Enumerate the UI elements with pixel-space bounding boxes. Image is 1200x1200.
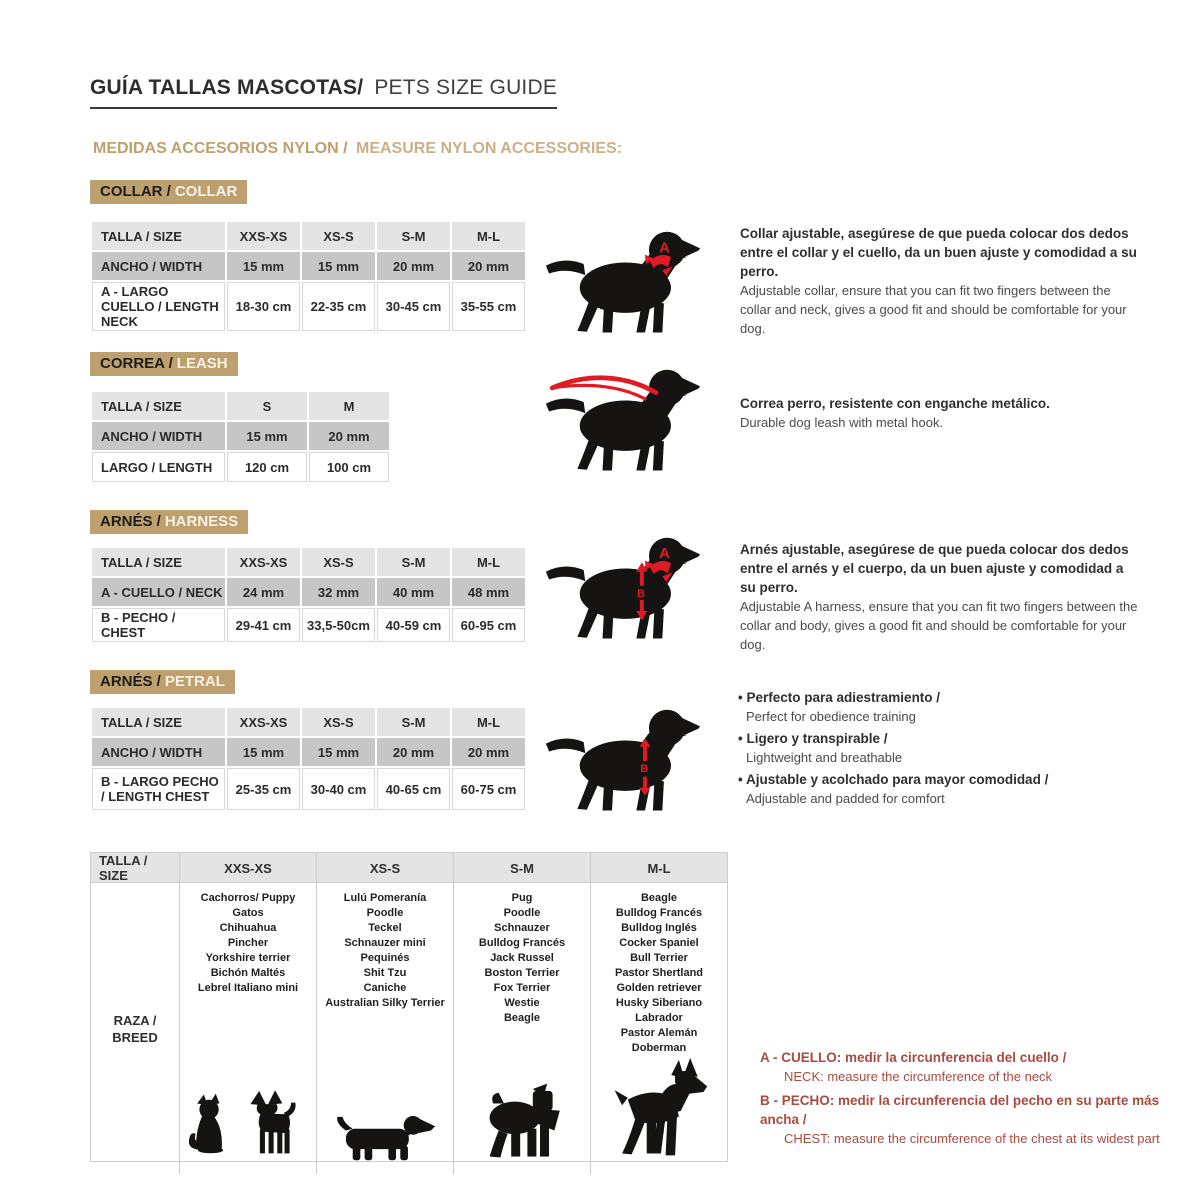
measure-letter-b: B [637,587,646,600]
breed-item: Lulú Pomeranía [343,892,427,904]
table-cell: 32 mm [302,578,375,606]
doberman-silhouette-icon [607,1056,711,1164]
schnauzer-silhouette-icon [477,1078,567,1164]
breed-item: Cachorros/ Puppy [200,892,296,904]
feature-en: Adjustable and padded for comfort [746,791,945,806]
table-cell: 24 mm [227,578,300,606]
breed-item: Bulldog Francés [615,907,703,919]
heading-en: PETRAL [164,673,225,690]
heading-es: CORREA / [100,355,173,372]
leash-size-table [90,390,391,484]
table-cell: S-M [377,222,450,250]
table-cell: TALLA / SIZE [92,222,225,250]
page-title [90,76,557,109]
breed-item: Bichón Maltés [210,967,286,979]
table-cell: XXS-XS [179,853,316,883]
table-cell: 30-40 cm [302,768,375,810]
description-es: Arnés ajustable, asegúrese de que pueda colocar dos dedos entre el arnés y el cuerpo, da un buen ajuste y comodidad a su perro. [740,542,1129,595]
breed-item: Labrador [635,1012,683,1024]
harness-description [740,540,1138,654]
measure-letter-b: B [640,762,649,775]
petral-feature-list [738,688,1148,811]
table-row [92,548,525,576]
description-es: Collar ajustable, asegúrese de que pueda colocar dos dedos entre el collar y el cuello, da un buen ajuste y comodidad a su perro. [740,226,1137,279]
description-es: Correa perro, resistente con enganche metálico. [740,396,1050,411]
table-cell: 15 mm [302,252,375,280]
breed-item: Gatos [232,907,264,919]
breed-size-table [90,852,728,1162]
heading-en: COLLAR [174,183,238,200]
description-en: Adjustable A harness, ensure that you can fit two fingers between the collar and body, gives a good fit and should be comfortable for your dog. [740,599,1138,652]
table-row [92,608,525,642]
dog-chest-measure-icon [533,698,713,816]
feature-es: • Ligero y transpirable / [738,731,888,746]
table-cell: 20 mm [377,252,450,280]
leash-description [740,394,1138,432]
table-cell: M-L [590,853,727,883]
table-cell: S [227,392,307,420]
table-cell: B - LARGO PECHO / LENGTH CHEST [92,768,225,810]
table-cell: M-L [452,708,525,736]
table-cell: XXS-XS [227,708,300,736]
table-cell: 29-41 cm [227,608,300,642]
table-cell: 20 mm [377,738,450,766]
table-cell: M-L [452,548,525,576]
breed-item: Doberman [631,1042,687,1054]
heading-es: ARNÉS / [100,513,161,530]
breed-item: Pug [511,892,533,904]
table-row [92,282,525,331]
harness-size-table [90,546,527,644]
breed-item: Caniche [363,982,407,994]
breed-item: Poodle [366,907,404,919]
heading-en: HARNESS [164,513,239,530]
dog-harness-measure-icon [533,526,713,644]
breed-item: Pincher [227,937,269,949]
table-cell: M [309,392,389,420]
table-row [92,768,525,810]
table-cell: 60-75 cm [452,768,525,810]
table-cell: 60-95 cm [452,608,525,642]
section-heading-leash [90,352,238,376]
feature-es: • Perfecto para adiestramiento / [738,690,940,705]
feature-en: Perfect for obedience training [746,709,916,724]
table-cell: 35-55 cm [452,282,525,331]
chihuahua-silhouette-icon [249,1084,307,1164]
table-cell: A - LARGO CUELLO / LENGTH NECK [92,282,225,331]
table-cell: M-L [452,222,525,250]
description-en: Adjustable collar, ensure that you can fit two fingers between the collar and neck, gives a good fit and should be comfortable for your dog. [740,283,1127,336]
subtitle-en: MEASURE NYLON ACCESSORIES: [356,140,623,157]
heading-en: LEASH [176,355,228,372]
table-cell: XS-S [302,222,375,250]
table-cell: TALLA / SIZE [92,392,225,420]
page-subtitle [93,140,622,158]
breed-item: Teckel [368,922,402,934]
measurement-notes [760,1046,1192,1153]
table-row [92,738,525,766]
table-cell: S-M [453,853,590,883]
breed-item: Beagle [503,1012,541,1024]
heading-es: COLLAR / [100,183,171,200]
table-cell: A - CUELLO / NECK [92,578,225,606]
breed-item: Husky Siberiano [615,997,703,1009]
heading-es: ARNÉS / [100,673,161,690]
table-cell: 48 mm [452,578,525,606]
breed-item: Bulldog Inglés [621,922,697,934]
dachshund-silhouette-icon [334,1108,436,1164]
table-cell: 15 mm [227,252,300,280]
table-cell: 100 cm [309,452,389,482]
table-cell: 18-30 cm [227,282,300,331]
title-es: GUÍA TALLAS MASCOTAS/ [90,76,364,99]
breed-item: Beagle [640,892,678,904]
table-cell: S-M [377,708,450,736]
subtitle-es: MEDIDAS ACCESORIOS NYLON / [93,140,348,157]
note-es: A - CUELLO: medir la circunferencia del cuello / [760,1050,1067,1065]
breed-column-s-m [453,883,590,1174]
measure-letter-a: A [659,239,670,257]
petral-size-table [90,706,527,812]
table-cell: XS-S [302,548,375,576]
table-cell: LARGO / LENGTH [92,452,225,482]
table-cell: 20 mm [309,422,389,450]
feature-item [738,688,1148,726]
table-cell: XXS-XS [227,548,300,576]
table-cell: 30-45 cm [377,282,450,331]
breed-table-body [91,883,727,1174]
table-cell: 40-65 cm [377,768,450,810]
feature-es: • Ajustable y acolchado para mayor comodidad / [738,772,1048,787]
collar-size-table [90,220,527,333]
table-cell: 33,5-50cm [302,608,375,642]
breed-art [477,1078,567,1174]
row-label-es: RAZA / [113,1012,157,1028]
breed-item: Fox Terrier [493,982,551,994]
row-label-en: BREED [112,1029,158,1045]
breed-item: Bulldog Francés [478,937,566,949]
breed-row-label [91,883,179,1174]
table-cell: XS-S [302,708,375,736]
section-heading-harness [90,510,248,534]
table-cell: 15 mm [227,422,307,450]
breed-item: Yorkshire terrier [205,952,291,964]
breed-art [189,1084,307,1174]
measure-letter-a: A [659,545,670,563]
table-cell: ANCHO / WIDTH [92,738,225,766]
breed-art [334,1108,436,1174]
table-row [92,708,525,736]
table-row [92,452,389,482]
table-row [92,578,525,606]
table-cell: 25-35 cm [227,768,300,810]
table-cell: TALLA / SIZE [99,853,148,883]
breed-column-m-l [590,883,727,1174]
cat-silhouette-icon [189,1086,241,1164]
table-cell: 40-59 cm [377,608,450,642]
breed-column-xxs-xs [179,883,316,1174]
dog-collar-measure-icon [533,220,713,338]
table-cell: 15 mm [302,738,375,766]
collar-description [740,224,1138,338]
table-cell: 20 mm [452,738,525,766]
breed-item: Shit Tzu [363,967,407,979]
feature-item [738,770,1148,808]
breed-item: Cocker Spaniel [619,937,699,949]
breed-art [607,1056,711,1174]
feature-item [738,729,1148,767]
table-row [92,422,389,450]
feature-en: Lightweight and breathable [746,750,903,765]
title-en: PETS SIZE GUIDE [374,76,558,99]
table-cell: XXS-XS [227,222,300,250]
note-en: CHEST: measure the circumference of the chest at its widest part [784,1131,1160,1146]
breed-item: Bull Terrier [630,952,688,964]
table-cell: TALLA / SIZE [92,548,225,576]
breed-item: Boston Terrier [484,967,560,979]
table-cell: B - PECHO / CHEST [92,608,225,642]
note-en: NECK: measure the circumference of the neck [784,1069,1053,1084]
breed-item: Lebrel Italiano mini [197,982,299,994]
breed-item: Poodle [503,907,541,919]
breed-list [325,891,445,1011]
breed-table-header [91,853,727,883]
breed-item: Pastor Alemán [620,1027,698,1039]
breed-item: Schnauzer mini [344,937,426,949]
breed-item: Pastor Shertland [614,967,704,979]
table-cell: 120 cm [227,452,307,482]
breed-column-xs-s [316,883,453,1174]
table-cell: 22-35 cm [302,282,375,331]
breed-item: Chihuahua [219,922,277,934]
note-es: B - PECHO: medir la circunferencia del pecho en su parte más ancha / [760,1093,1160,1127]
breed-item: Pequinés [360,952,410,964]
description-en: Durable dog leash with metal hook. [740,415,944,430]
table-cell: ANCHO / WIDTH [92,252,225,280]
breed-item: Jack Russel [490,952,554,964]
table-row [92,252,525,280]
table-cell: XS-S [316,853,453,883]
section-heading-petral [90,670,235,694]
breed-item: Westie [504,997,540,1009]
dog-leash-icon [533,358,713,476]
table-cell: TALLA / SIZE [92,708,225,736]
table-row [92,392,389,420]
breed-item: Golden retriever [616,982,702,994]
breed-list [615,891,703,1056]
breed-list [479,891,565,1026]
breed-item: Schnauzer [494,922,550,934]
breed-list [198,891,298,996]
section-heading-collar [90,180,247,204]
table-cell: 15 mm [227,738,300,766]
table-cell: 20 mm [452,252,525,280]
table-row [92,222,525,250]
table-cell: S-M [377,548,450,576]
breed-item: Australian Silky Terrier [325,997,445,1009]
table-cell: ANCHO / WIDTH [92,422,225,450]
table-cell: 40 mm [377,578,450,606]
